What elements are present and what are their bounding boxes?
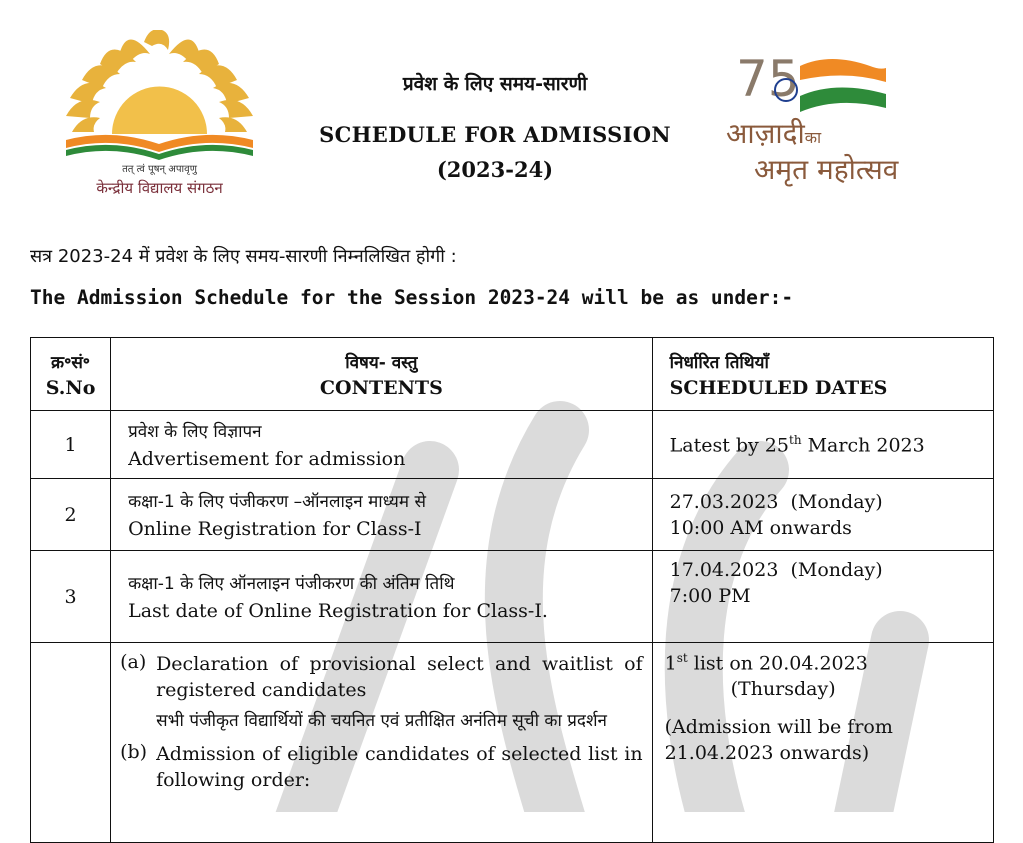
intro-english: The Admission Schedule for the Session 2023-24 will be as under:- [30, 286, 794, 309]
row-date-note: (Admission will be from 21.04.2023 onwards) [664, 716, 893, 765]
schedule-table [30, 337, 994, 843]
table-row [31, 551, 994, 643]
aka-ka: का [804, 128, 822, 147]
header-contents-hindi: विषय- वस्तु [345, 352, 418, 373]
row-date-sup: th [789, 432, 802, 447]
title-hindi: प्रवेश के लिए समय-सारणी [402, 73, 588, 95]
sub-item-a-hindi: सभी पंजीकृत विद्यार्थियों की चयनित एवं प्रतीक्षित अनंतिम सूची का प्रदर्शन [156, 711, 607, 731]
sub-item-a [112, 651, 651, 735]
sub-item-b [112, 741, 651, 793]
row-date [652, 411, 993, 479]
row-contents-hindi: कक्षा-1 के लिए पंजीकरण –ऑनलाइन माध्यम से [128, 492, 426, 512]
sub-item-a-text [156, 651, 651, 735]
header-contents [111, 338, 653, 411]
sub-item-b-english: Admission of eligible candidates of selected list in following order: [156, 743, 643, 791]
row-contents-english: Online Registration for Class-I [128, 518, 422, 540]
row-contents-hindi: कक्षा-1 के लिए ऑनलाइन पंजीकरण की अंतिम तिथि [128, 574, 455, 594]
header-sno [31, 338, 111, 411]
aka-line1 [726, 114, 821, 152]
kvs-motto: तत् त्वं पूषन् अपावृणु [122, 164, 197, 175]
row-contents [111, 479, 653, 551]
row-sno: 1 [31, 411, 111, 479]
row-date-pre: 1 [664, 652, 677, 675]
row-date-day: (Thursday) [730, 678, 836, 701]
row-contents-hindi: प्रवेश के लिए विज्ञापन [128, 422, 262, 442]
header-contents-english: CONTENTS [319, 376, 443, 399]
table-row [31, 643, 994, 843]
row-sno [31, 643, 111, 843]
row-date-line1: 17.04.2023 (Monday) [669, 559, 883, 581]
row-contents [111, 551, 653, 643]
intro-hindi: सत्र 2023-24 में प्रवेश के लिए समय-सारणी निम्नलिखित होगी : [30, 246, 457, 267]
row-date-post: list on 20.04.2023 [687, 652, 868, 675]
kvs-name: केन्द्रीय विद्यालय संगठन [96, 179, 223, 197]
row-sno: 2 [31, 479, 111, 551]
row-date [652, 551, 993, 643]
header-sno-english: S.No [45, 376, 96, 399]
row-date-post: March 2023 [801, 434, 925, 457]
sun-rays-book-icon [52, 30, 267, 160]
row-contents-english: Last date of Online Registration for Class-I. [128, 600, 548, 622]
sub-item-a-english: Declaration of provisional select and waitlist of registered candidates [156, 653, 643, 701]
title-english: SCHEDULE FOR ADMISSION [319, 122, 671, 147]
aka-numeral: 75 [736, 50, 800, 108]
row-date-line1: 27.03.2023 (Monday) [669, 490, 883, 513]
title-year: (2023-24) [436, 157, 554, 182]
aka-azadi: आज़ादी [726, 117, 805, 150]
kvs-logo [52, 30, 267, 210]
row-date-line2: 10:00 AM onwards [669, 516, 852, 539]
header-sno-hindi: क्र॰सं॰ [51, 352, 91, 373]
header-dates [652, 338, 993, 411]
row-date [652, 643, 993, 843]
row-contents [111, 643, 653, 843]
header-dates-hindi: निर्धारित तिथियाँ [669, 352, 769, 373]
header-dates-english: SCHEDULED DATES [669, 376, 888, 399]
title-block [290, 70, 700, 182]
azadi-ka-amrit-mahotsav-logo [722, 50, 912, 200]
row-date-line1 [665, 651, 992, 674]
table-row [31, 411, 994, 479]
table-row [31, 479, 994, 551]
row-date [652, 479, 993, 551]
row-contents-english: Advertisement for admission [128, 448, 406, 470]
row-contents [111, 411, 653, 479]
table-header-row [31, 338, 994, 411]
row-date-sup: st [676, 651, 688, 665]
flag-75-icon [722, 50, 912, 114]
sub-item-b-mark: (b) [120, 741, 148, 763]
aka-line2: अमृत महोत्सव [754, 153, 899, 186]
sub-item-a-mark: (a) [120, 651, 147, 673]
row-date-line2: 7:00 PM [669, 585, 751, 607]
row-sno: 3 [31, 551, 111, 643]
row-date-pre: Latest by 25 [669, 434, 789, 457]
